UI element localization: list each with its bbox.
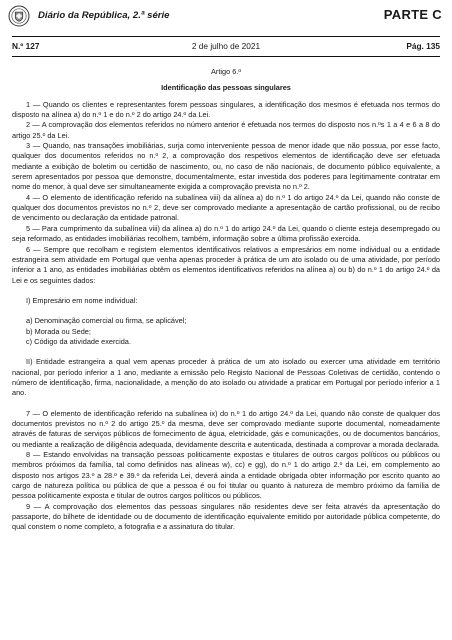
article-title: Artigo 6.º	[210, 67, 242, 76]
list-item: a) Denominação comercial ou firma, se aplicável;	[26, 316, 187, 326]
paragraph: 7 — O elemento de identificação referido na subalínea ix) do n.º 1 do artigo 24.º da Lei, quando não conste de qualquer dos documentos previstos no n.º 2 do artigo 25.º da mesma, deve ser comprovado mediante suporte documental, nomeadamente através de faturas de serviços públicos de fornecimento de água, eletricidade, gás e comunicações, ou de documentos bancários, ou mediante a realização de diligência adequada, devidamente descrita e autenticada, destinada a comprovar a morada declarada.	[12, 408, 440, 449]
journal-title: Diário da República, 2.ª série	[38, 10, 170, 21]
section-title: I) Empresário em nome individual:	[26, 295, 138, 305]
paragraph: 1 — Quando os clientes e representantes forem pessoas singulares, a identificação dos mesmos é efetuada nos termos do disposto na alínea a) do n.º 1 e do n.º 2 do artigo 24.º da Lei.	[12, 99, 440, 120]
issue-date: 2 de julho de 2021	[191, 41, 261, 51]
part-label: PARTE C	[383, 7, 442, 22]
issue-number: N.º 127	[12, 41, 40, 51]
page-header	[8, 2, 444, 34]
paragraph: 4 — O elemento de identificação referido na subalínea viii) da alínea a) do n.º 1 do artigo 24.º da Lei, quando não conste de qualquer dos documentos previstos no n.º 2, deve ser comprovado mediante a apresentação de cartão profissional, ou de recibo de vencimento ou declaração da entidade patronal.	[12, 192, 440, 223]
article-body	[12, 67, 440, 533]
article-subtitle: Identificação das pessoas singulares	[161, 83, 291, 93]
header-rule-top	[12, 36, 440, 37]
list-item: c) Código da atividade exercida.	[26, 336, 131, 346]
list-item: b) Morada ou Sede;	[26, 326, 91, 336]
section-paragraph: II) Entidade estrangeira a qual vem apenas proceder à prática de um ato isolado ou exercer uma atividade em território nacional, por período inferior a 1 ano, mediante a emissão pelo Registo Nacional de Pessoas Coletivas de certidão, contendo o número de identificação, firma, nacionalidade, a menção do ato isolado ou atividade a praticar em Portugal por período inferior a 1 ano.	[12, 357, 440, 398]
paragraph: 5 — Para cumprimento da subalínea viii) da alínea a) do n.º 1 do artigo 24.º da Lei, quando o cliente esteja desempregado ou seja reformado, as entidades imobiliárias recolhem, também, informação sobre a última profissão exercida.	[12, 223, 440, 244]
paragraph: 6 — Sempre que recolham e registem elementos identificativos relativos a empresários em nome individual ou a entidade estrangeira sem atividade em Portugal que venha apenas proceder à prática de um ato isolado ou de uma atividade, por período inferior a 1 ano, as entidades imobiliárias obtêm os elementos identificativos referidos na alínea a) ou b) do n.º 1 do artigo 24.º da Lei e os seguintes dados:	[12, 244, 440, 285]
paragraph: 9 — A comprovação dos elementos das pessoas singulares não residentes deve ser feita através da apresentação do passaporte, do bilhete de identidade ou de documento de identificação equivalente emitido por autoridade pública competente, do qual constem o nome completo, a fotografia e a assinatura do titular.	[12, 501, 440, 532]
issue-bar	[12, 41, 440, 53]
header-rule-bottom	[12, 56, 440, 57]
paragraph: 3 — Quando, nas transações imobiliárias, surja como interveniente pessoa de menor idade que não possua, por esse facto, qualquer dos documentos referidos no n.º 2, a comprovação dos respetivos elementos de identificação deve ser efetuada mediante a exibição de boletim ou certidão de nascimento, ou, no caso de não nacionais, de documento público equivalente, a serem apresentados por pessoa que demonstre, documentalmente, estar investida dos poderes para legitimamente contratar em nome do menor, à qual deve ser simultaneamente exigida a comprovação prevista no n.º 2.	[12, 141, 440, 192]
paragraph: 2 — A comprovação dos elementos referidos no número anterior é efetuada nos termos do disposto nos n.ºs 1 a 4 e 6 a 8 do artigo 25.º da Lei.	[12, 120, 440, 140]
page-number: Pág. 135	[406, 41, 440, 51]
coat-of-arms-icon	[8, 5, 30, 27]
paragraph: 8 — Estando envolvidas na transação pessoas politicamente expostas e titulares de outros cargos políticos ou públicos ou membros próximos da família, tal como definidos nas alíneas w), cc) e gg), do n.º 1 do artigo 2.º da Lei, em complemento ao disposto nos artigos 23.º a 28.º e 39.º da referida Lei, deverá ainda a entidade obrigada obter informação por escrito quanto ao cargo de natureza política ou pública de que a pessoa é ou foi titular ou quanto à natureza de membro próximo da família de pessoa politicamente exposta e titular de outros cargos políticos ou públicos.	[12, 450, 440, 501]
